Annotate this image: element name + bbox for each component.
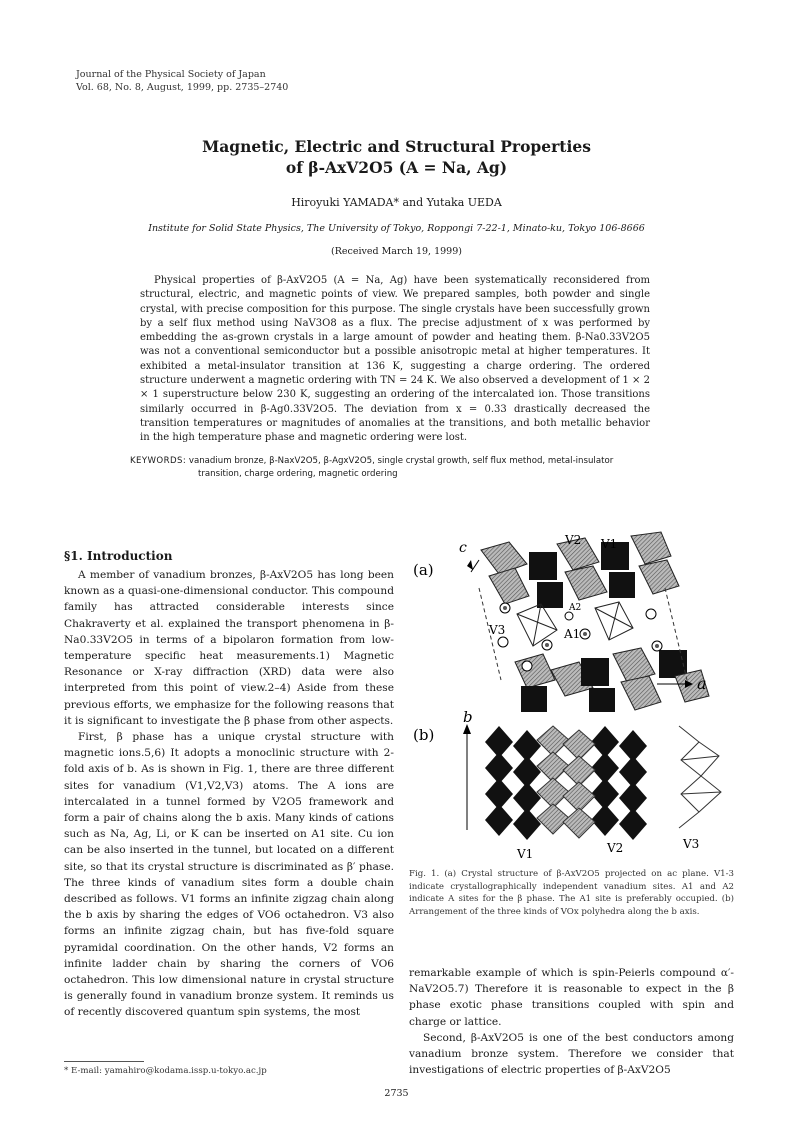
site-a2-label: A2 [569, 603, 582, 613]
paragraph: remarkable example of which is spin-Peierls compound α′-NaV2O5.7) Therefore it is reasonable to expect in the β phase exotic phase transitions coupled with spin and charge or lattice. [409, 967, 734, 1028]
keywords [130, 455, 670, 481]
panel-a-label: (a) [413, 561, 434, 579]
right-column [409, 965, 734, 1078]
b-axis-label: b [463, 708, 473, 726]
site-v2-label: V2 [565, 533, 582, 547]
site-v1-label: V1 [601, 537, 618, 551]
abstract: Physical properties of β-AxV2O5 (A = Na, Ag) have been systematically reconsidered from structural, electric, and magnetic points of view. We prepared samples, both powder and single crystal, with precise composition for this purpose. The single crystals have been successfully grown by a self flux method using NaV3O8 as a flux. The precise adjustment of x was performed by embedding the as-grown crystals in a large amount of powder and heating them. β-Na0.33V2O5 was not a conventional semiconductor but a possible anisotropic metal at higher temperatures. It exhibited a metal-insulator transition at 136 K, suggesting a charge ordering. The ordered structure underwent a magnetic ordering with TN = 24 K. We also observed a development of 1 × 2 × 1 superstructure below 230 K, suggesting an ordering of the intercalated ion. Those transitions similarly occurred in β-Ag0.33V2O5. The deviation from x = 0.33 drastically decreased the transition temperatures or magnitudes of anomalies at the transitions, and both metallic behavior in the high temperature phase and magnetic ordering were lost. [140, 275, 650, 444]
figure-caption: Fig. 1. (a) Crystal structure of β-AxV2O5 projected on ac plane. V1-3 indicate crystallographically independent vanadium sites. A1 and A2 indicate A sites for the β phase. The A1 site is preferably occupied. (b) Arrangement of the three kinds of VOx polyhedra along the b axis. [409, 869, 734, 917]
keywords-line-2: transition, charge ordering, magnetic ordering [198, 469, 398, 479]
site-v3-label-b: V3 [683, 837, 700, 851]
journal-volume: Vol. 68, No. 8, August, 1999, pp. 2735–2740 [76, 82, 289, 93]
journal-name: Journal of the Physical Society of Japan [76, 69, 266, 80]
a-axis-label: a [697, 674, 707, 693]
received-date: (Received March 19, 1999) [331, 246, 462, 257]
polyhedra-chains-b [485, 726, 721, 840]
site-a1-label: A1 [564, 627, 581, 641]
panel-b-label: (b) [413, 726, 435, 744]
paragraph: Second, β-AxV2O5 is one of the best conductors among vanadium bronze system. Therefore we consider that investigations of electric properties of β-AxV2O5 [409, 1031, 734, 1077]
paragraph: First, β phase has a unique crystal structure with magnetic ions.5,6) It adopts a monoclinic structure with 2-fold axis of b. As is shown in Fig. 1, there are three different sites for vanadium (V1,V2,V3) atoms. The A ions are intercalated in a tunnel formed by V2O5 framework and form a pair of chains along the b axis. Many kinds of cations such as Na, Ag, Li, or K can be inserted on A1 site. Cu ion can be also inserted in the tunnel, but located on a different site, so that its crystal structure is discriminated as β′ phase. The three kinds of vanadium sites form a double chain described as follows. V1 forms an infinite zigzag chain along the b axis by sharing the edges of VO6 octahedron. V3 also forms an infinite zigzag chain, but has five-fold square pyramidal coordination. On the other hands, V2 forms an infinite ladder chain by sharing the corners of VO6 octahedron. This low dimensional nature in crystal structure is generally found in vanadium bronze system. It reminds us of recently discovered quantum spin systems, the most [64, 731, 394, 1019]
journal-header [76, 68, 288, 94]
footnote-rule [64, 1061, 144, 1062]
paragraph: A member of vanadium bronzes, β-AxV2O5 has long been known as a quasi-one-dimensional conductor. This compound family has attracted considerable interests since Chakraverty et al. explained the transport phenomena in β-Na0.33V2O5 in terms of a bipolaron formation from low-temperature specific heat measurements.1) Magnetic Resonance or X-ray diffraction (XRD) data were also interpreted from this point of view.2–4) Aside from these previous efforts, we emphasize for the following reasons that it is significant to investigate the β phase from other aspects. [64, 569, 394, 727]
c-axis-label: c [459, 540, 467, 556]
site-v2-label-b: V2 [607, 841, 624, 855]
title-line-1: Magnetic, Electric and Structural Properties [202, 137, 591, 156]
title-line-2: of β-AxV2O5 (A = Na, Ag) [285, 158, 508, 177]
footnote: * E-mail: yamahiro@kodama.issp.u-tokyo.ac.jp [64, 1066, 267, 1076]
crystal-structure-figure [409, 530, 739, 865]
left-column [64, 567, 394, 1021]
authors: Hiroyuki YAMADA* and Yutaka UEDA [291, 196, 502, 209]
site-v1-label-b: V1 [517, 847, 534, 861]
polyhedra-row-bottom [515, 648, 709, 712]
c-axis-arrow [467, 560, 479, 572]
section-heading: §1. Introduction [64, 549, 173, 563]
page-number: 2735 [384, 1088, 409, 1099]
paper-title [0, 136, 793, 178]
affiliation: Institute for Solid State Physics, The University of Tokyo, Roppongi 7-22-1, Minato-ku, Tokyo 106-8666 [148, 223, 645, 234]
keywords-label: KEYWORDS: [130, 456, 187, 466]
site-v3-label: V3 [489, 623, 506, 637]
b-axis-arrow [463, 724, 471, 830]
keywords-line-1: vanadium bronze, β-NaxV2O5, β-AgxV2O5, single crystal growth, self flux method, metal-insulator [188, 456, 614, 466]
